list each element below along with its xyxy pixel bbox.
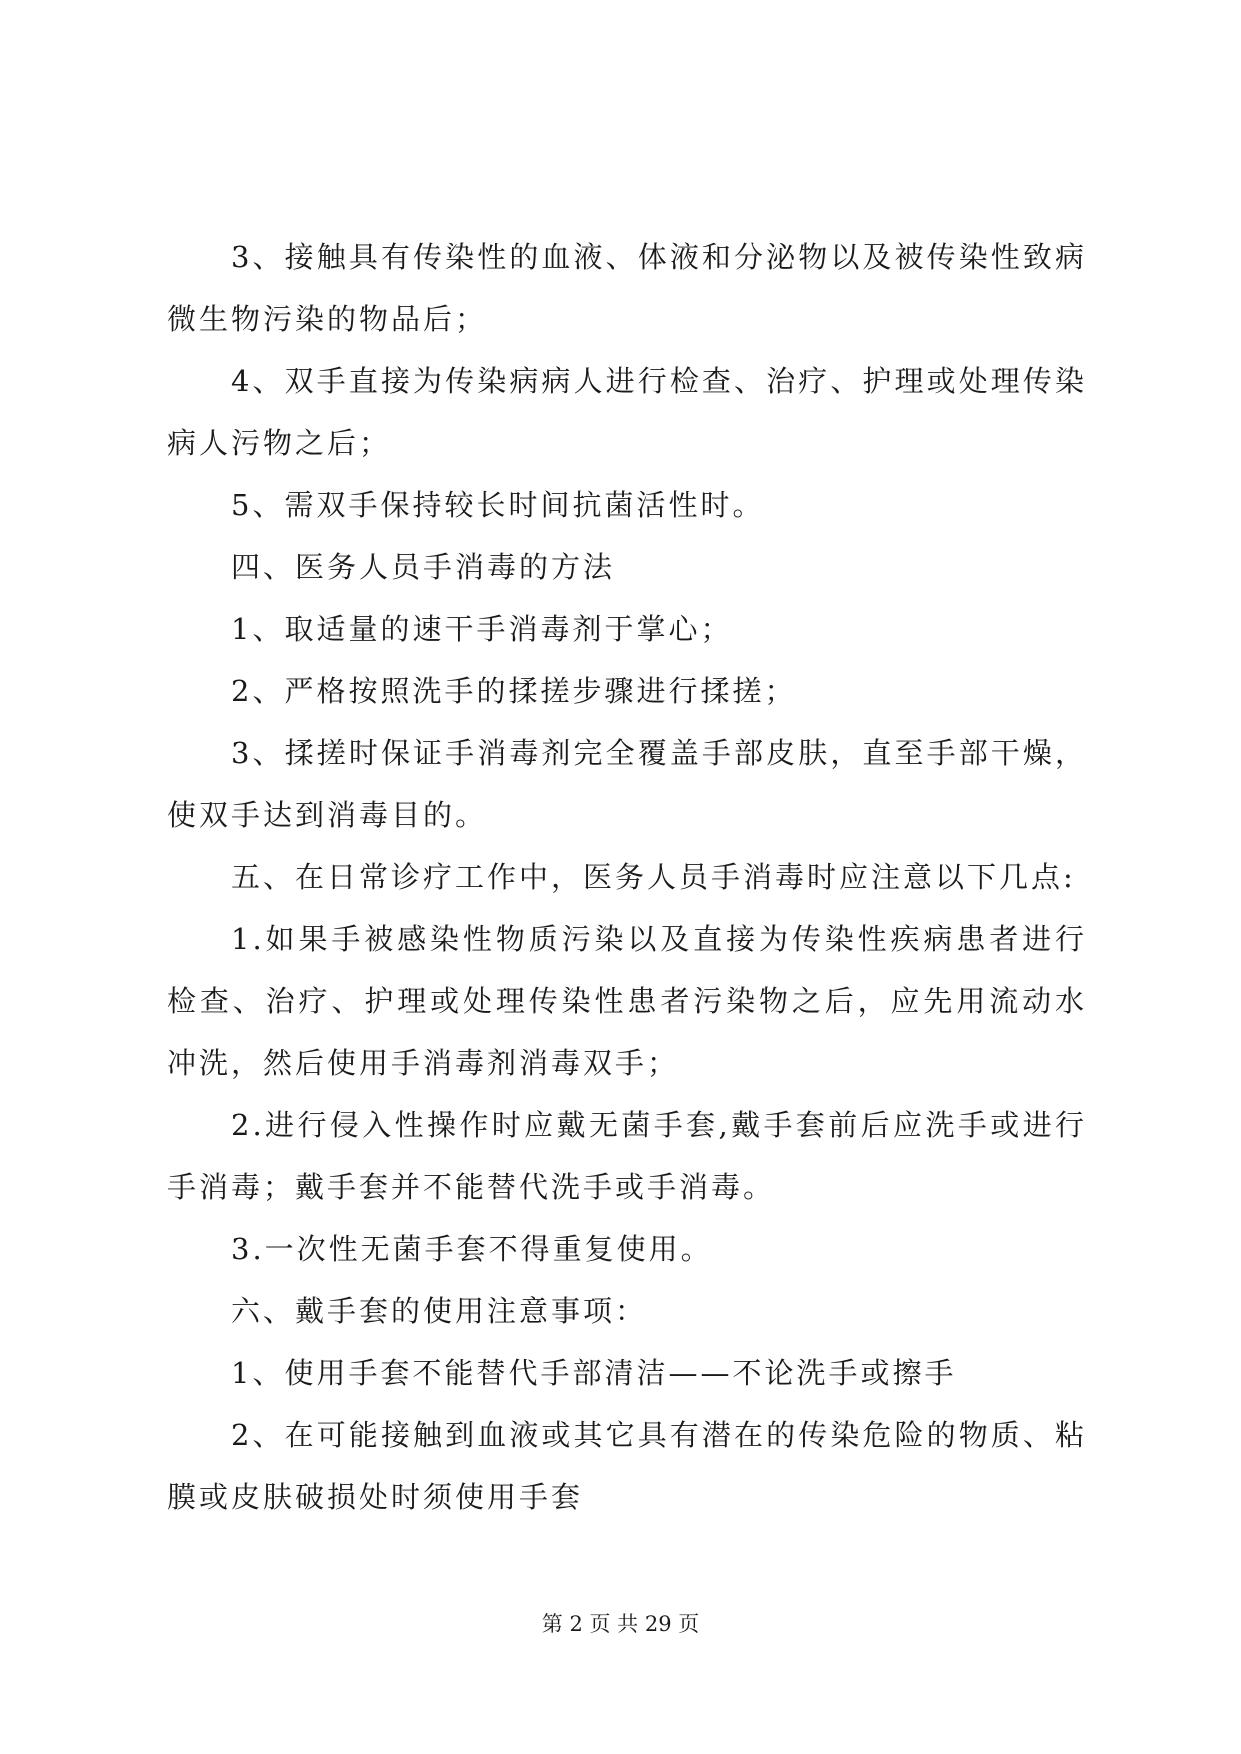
- paragraph: 4、双手直接为传染病病人进行检查、治疗、护理或处理传染病人污物之后；: [167, 364, 1087, 460]
- paragraph: 3、接触具有传染性的血液、体液和分泌物以及被传染性致病微生物污染的物品后；: [167, 240, 1087, 336]
- paragraph: 3、揉搓时保证手消毒剂完全覆盖手部皮肤，直至手部干燥，使双手达到消毒目的。: [167, 736, 1087, 832]
- paragraph: 2、在可能接触到血液或其它具有潜在的传染危险的物质、粘膜或皮肤破损处时须使用手套: [167, 1418, 1087, 1514]
- paragraph: 3.一次性无菌手套不得重复使用。: [231, 1232, 713, 1266]
- section-heading: 五、在日常诊疗工作中，医务人员手消毒时应注意以下几点:: [231, 860, 1076, 894]
- section-heading: 四、医务人员手消毒的方法: [231, 550, 616, 584]
- section-heading: 六、戴手套的使用注意事项：: [231, 1294, 648, 1328]
- paragraph: 2.进行侵入性操作时应戴无菌手套,戴手套前后应洗手或进行手消毒；戴手套并不能替代洗手或手消毒。: [167, 1108, 1087, 1204]
- page-number-footer: 第 2 页 共 29 页: [541, 1612, 700, 1636]
- paragraph: 2、严格按照洗手的揉搓步骤进行揉搓；: [231, 674, 797, 708]
- paragraph: 1、取适量的速干手消毒剂于掌心；: [231, 612, 733, 646]
- paragraph: 1.如果手被感染性物质污染以及直接为传染性疾病患者进行检查、治疗、护理或处理传染性患者污染物之后，应先用流动水冲洗，然后使用手消毒剂消毒双手；: [167, 922, 1087, 1080]
- paragraph: 1、使用手套不能替代手部清洁——不论洗手或擦手: [231, 1356, 957, 1390]
- document-body: [167, 226, 1087, 1528]
- paragraph: 5、需双手保持较长时间抗菌活性时。: [231, 488, 765, 522]
